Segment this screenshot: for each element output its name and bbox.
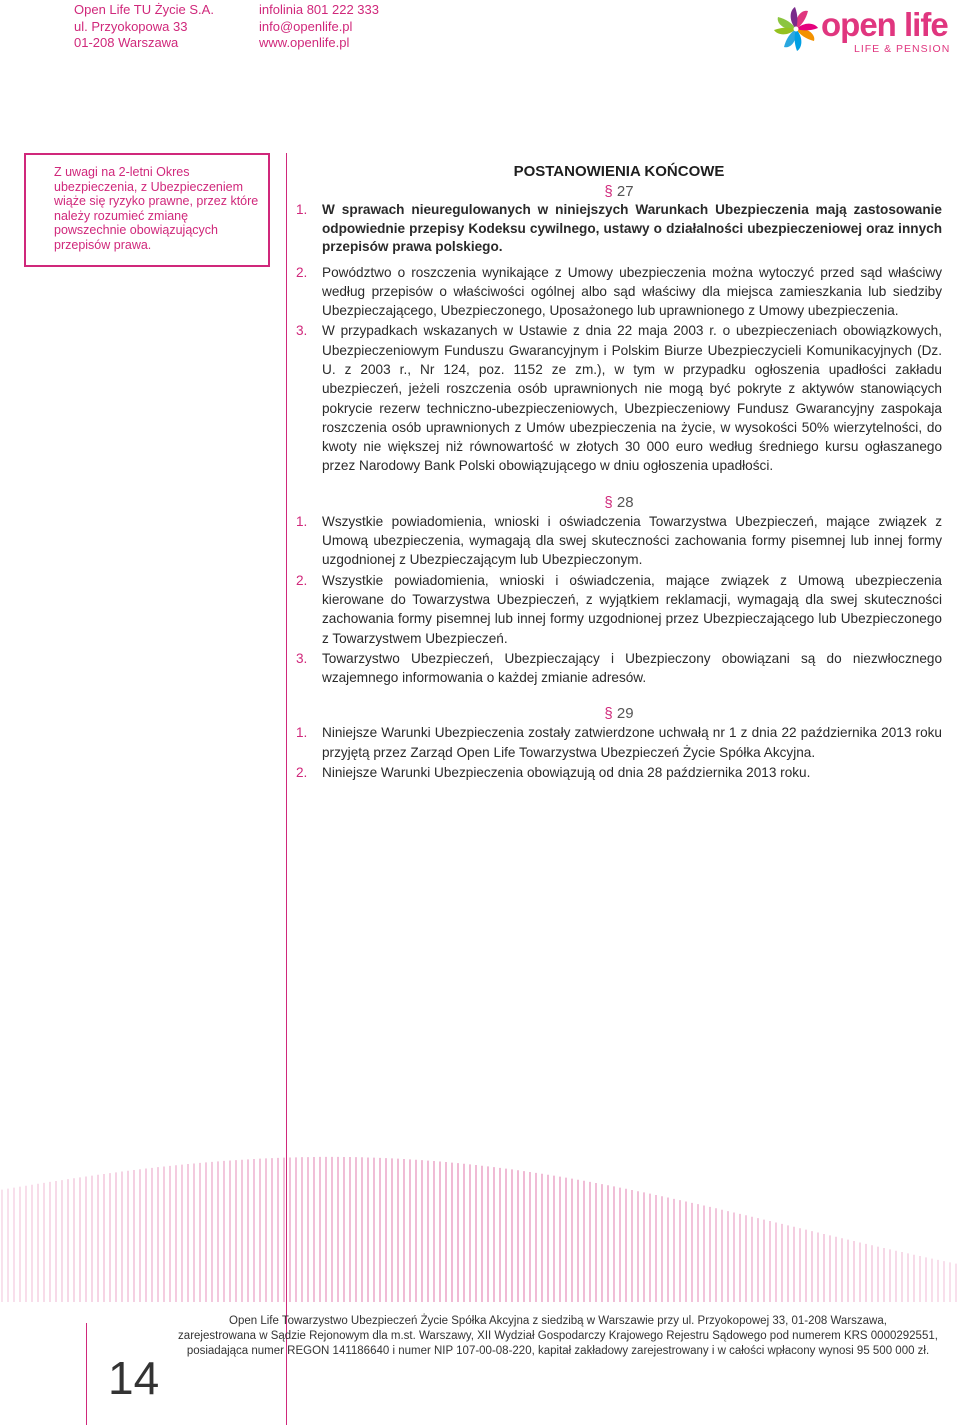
company-street: ul. Przyokopowa 33 — [74, 18, 188, 34]
section-sign-icon: § — [604, 493, 613, 511]
page-number: 14 — [108, 1352, 160, 1404]
item-text: Powództwo o roszczenia wynikające z Umowy ubezpieczenia można wytoczyć przed sąd właściwy według przepisów o właściwości ogólnej albo sąd właściwy dla miejsca zamieszkania lub siedziby Ubezpieczającego, Ubezpieczonego, Uposażonego lub uprawnionego z Umowy ubezpieczenia. — [322, 264, 942, 319]
item-number: 2. — [296, 572, 308, 588]
paragraph-heading-27 — [296, 183, 942, 201]
item-text: Niniejsze Warunki Ubezpieczenia zostały zatwierdzone uchwałą nr 1 z dnia 22 października 2013 roku przyjętą przez Zarząd Open Life Towarzystwa Ubezpieczeń Życie Spółka Akcyjna. — [322, 725, 942, 760]
item-number: 2. — [296, 264, 308, 280]
paragraph-27-list — [296, 201, 942, 476]
paragraph-28-list — [296, 512, 942, 688]
section-sign-icon: § — [604, 183, 613, 200]
item-number: 1. — [296, 202, 308, 217]
company-city: 01-208 Warszawa — [74, 35, 179, 50]
item-number: 1. — [296, 725, 308, 741]
company-address — [74, 2, 214, 52]
section-title: POSTANOWIENIA KOŃCOWE — [513, 163, 725, 180]
logo-wordmark: open life — [821, 6, 948, 43]
item-text: W sprawach nieuregulowanych w niniejszych Warunkach Ubezpieczenia mają zastosowanie odpowiednie przepisy Kodeksu cywilnego, ustawy o działalności ubezpieczeniowej oraz innych przepisów prawa polskiego. — [322, 202, 942, 254]
email-link[interactable]: info@openlife.pl — [259, 18, 353, 34]
risk-notice-box — [24, 153, 270, 267]
list-item — [296, 321, 942, 475]
list-item — [296, 263, 942, 321]
list-item — [296, 512, 942, 570]
list-item — [296, 763, 942, 782]
item-text: Niniejsze Warunki Ubezpieczenia obowiązują od dnia 28 października 2013 roku. — [322, 765, 811, 781]
list-item — [296, 201, 942, 257]
list-item — [296, 649, 942, 688]
item-number: 3. — [296, 323, 308, 339]
footer-line: zarejestrowana w Sądzie Rejonowym dla m.st. Warszawy, XII Wydział Gospodarczy Krajowego Rejestru Sądowego pod numerem KRS 0000292551, — [178, 1330, 938, 1342]
paragraph-29-list — [296, 723, 942, 782]
pinwheel-flower-icon — [774, 7, 818, 51]
paragraph-heading-28 — [296, 494, 942, 512]
list-item — [296, 571, 942, 648]
footer-line: Open Life Towarzystwo Ubezpieczeń Życie Spółka Akcyjna z siedzibą w Warszawie przy ul. Przyokopowej 33, 01-208 Warszawa, — [229, 1315, 887, 1327]
item-text: Wszystkie powiadomienia, wnioski i oświadczenia, mające związek z Umową ubezpieczenia kierowane do Towarzystwa Ubezpieczeń, z wyjątkiem reklamacji, wymagają dla swej skuteczności zachowania formy pisemnej lub innej formy uzgodnionej przez Ubezpieczającego lub Ubezpieczonego z Towarzystwem Ubezpieczeń. — [322, 572, 942, 646]
item-text: W przypadkach wskazanych w Ustawie z dnia 22 maja 2003 r. o ubezpieczeniach obowiązkowych, Ubezpieczeniowym Funduszu Gwarancyjnym i Polskim Biurze Ubezpieczycieli Komunikacyjnych (Dz. U. z 2003 r., Nr 124, poz. 1152 ze zm.), w tym w przypadku ogłoszenia upadłości zakładu ubezpieczeń, jeżeli roszczenia osób uprawnionych nie mogą być pokryte z aktywów stanowiących pokrycie rezerw techniczno-ubezpieczeniowych, Ubezpieczeniowy Fundusz Gwarancyjny zaspokaja roszczenia osób uprawnionych z Umów ubezpieczenia na życie, w wysokości 50% wierzytelności, do kwoty nie większej niż równowartość w złotych 30 000 euro według średniego kursu ogłaszanego przez Narodowy Bank Polski obowiązującego w dniu ogłoszenia upadłości. — [322, 323, 942, 474]
page-number-divider — [86, 1323, 87, 1425]
paragraph-heading-29 — [296, 705, 942, 723]
website-link[interactable]: www.openlife.pl — [259, 35, 350, 50]
list-item — [296, 723, 942, 762]
section-sign-icon: § — [604, 705, 613, 723]
logo-tagline: LIFE & PENSION — [854, 43, 951, 55]
company-contact — [259, 2, 379, 52]
legal-footer — [178, 1314, 938, 1359]
item-number: 3. — [296, 650, 308, 666]
paragraph-number: 28 — [616, 493, 634, 511]
item-text: Towarzystwo Ubezpieczeń, Ubezpieczający i Ubezpieczony obowiązani są do niezwłocznego wzajemnego informowania o każdej zmianie adresów. — [322, 650, 942, 686]
footer-line: posiadająca numer REGON 141186640 i numer NIP 107-00-08-220, kapitał zakładowy zarejestrowany i w całości wpłacony wynosi 95 500 000 zł. — [186, 1345, 930, 1357]
paragraph-number: 29 — [616, 705, 634, 723]
risk-notice-text: Z uwagi na 2-letni Okres ubezpieczenia, z Ubezpieczeniem wiąże się ryzyko prawne, przez które należy rozumieć zmianę powszechnie obowiązujących przepisów prawa. — [54, 165, 259, 252]
paragraph-number: 27 — [616, 183, 634, 200]
item-number: 2. — [296, 765, 308, 781]
open-life-logo — [772, 2, 958, 60]
company-name: Open Life TU Życie S.A. — [74, 2, 214, 17]
item-number: 1. — [296, 513, 308, 529]
decorative-wave — [0, 1132, 960, 1302]
item-text: Wszystkie powiadomienia, wnioski i oświadczenia Towarzystwa Ubezpieczeń, mające związek z Umową ubezpieczenia, wymagają dla swej skuteczności zachowania formy pisemnej lub innej formy uzgodnionej z Ubezpieczającym lub Ubezpieczonym. — [322, 513, 942, 568]
main-content — [296, 163, 942, 782]
hotline: infolinia 801 222 333 — [259, 2, 379, 17]
